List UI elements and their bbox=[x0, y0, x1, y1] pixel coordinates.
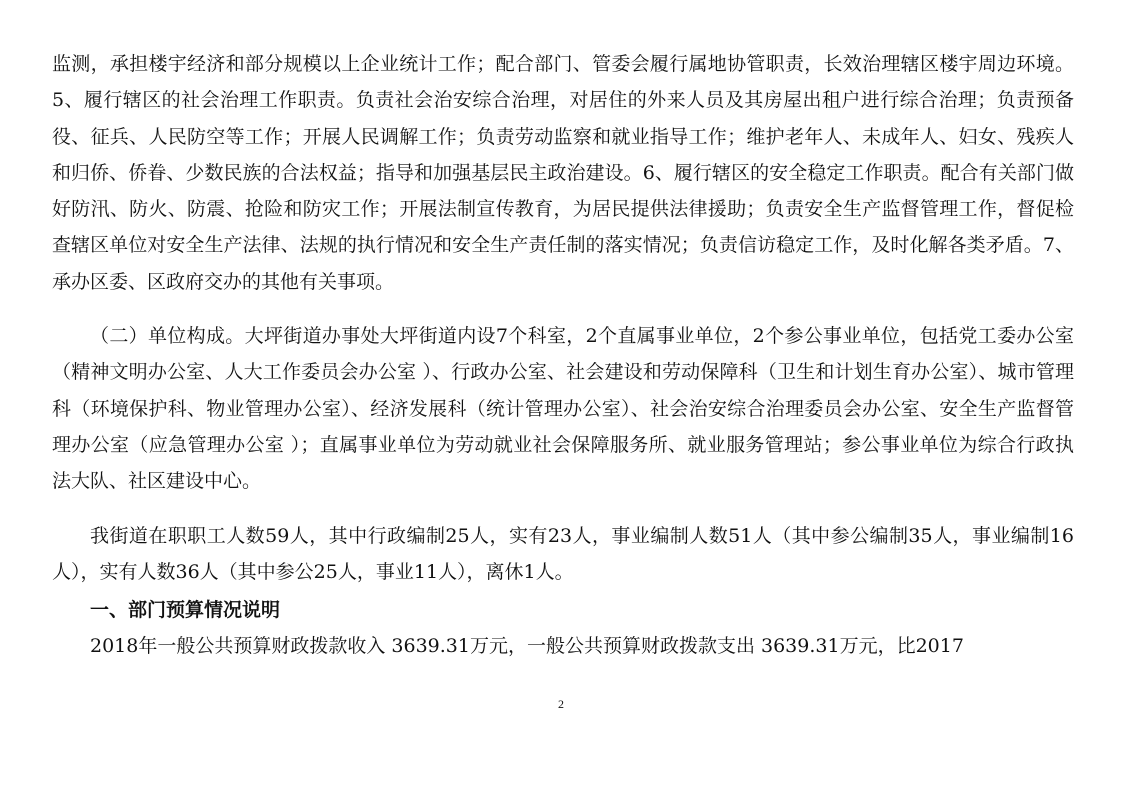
paragraph-unit-structure: （二）单位构成。大坪街道办事处大坪街道内设7个科室，2个直属事业单位，2个参公事业单位，包括党工委办公室（精神文明办公室、人大工作委员会办公室 ）、行政办公室、社会建设和劳动保障科（卫生和计划生育办公室）、城市管理科（环境保护科、物业管理办公室）、经济发展科（统计管理办公室）、社会治安综合治理委员会办公室、安全生产监督管理办公室（应急管理办公室 ）；直属事业单位为劳动就业社会保障服务所、就业服务管理站；参公事业单位为综合行政执法大队、社区建设中心。 bbox=[52, 325, 1074, 493]
page-number: 2 bbox=[558, 697, 564, 711]
paragraph-budget-intro: 2018年一般公共预算财政拨款收入 3639.31万元，一般公共预算财政拨款支出 3639.31万元，比2017 bbox=[90, 635, 964, 657]
paragraph-duties-continued: 监测，承担楼宇经济和部分规模以上企业统计工作；配合部门、管委会履行属地协管职责，长效治理辖区楼宇周边环境。5、履行辖区的社会治理工作职责。负责社会治安综合治理，对居住的外来人员及其房屋出租户进行综合治理；负责预备役、征兵、人民防空等工作；开展人民调解工作；负责劳动监察和就业指导工作；维护老年人、未成年人、妇女、残疾人和归侨、侨眷、少数民族的合法权益；指导和加强基层民主政治建设。6、履行辖区的安全稳定工作职责。配合有关部门做好防汛、防火、防震、抢险和防灾工作；开展法制宣传教育，为居民提供法律援助；负责安全生产监督管理工作，督促检查辖区单位对安全生产法律、法规的执行情况和安全生产责任制的落实情况；负责信访稳定工作，及时化解各类矛盾。7、承办区委、区政府交办的其他有关事项。 bbox=[52, 53, 1074, 293]
section-heading: 一、部门预算情况说明 bbox=[90, 599, 281, 621]
paragraph-staffing: 我街道在职职工人数59人，其中行政编制25人，实有23人，事业编制人数51人（其中参公编制35人，事业编制16人），实有人数36人（其中参公25人，事业11人），离休1人。 bbox=[52, 525, 1074, 584]
